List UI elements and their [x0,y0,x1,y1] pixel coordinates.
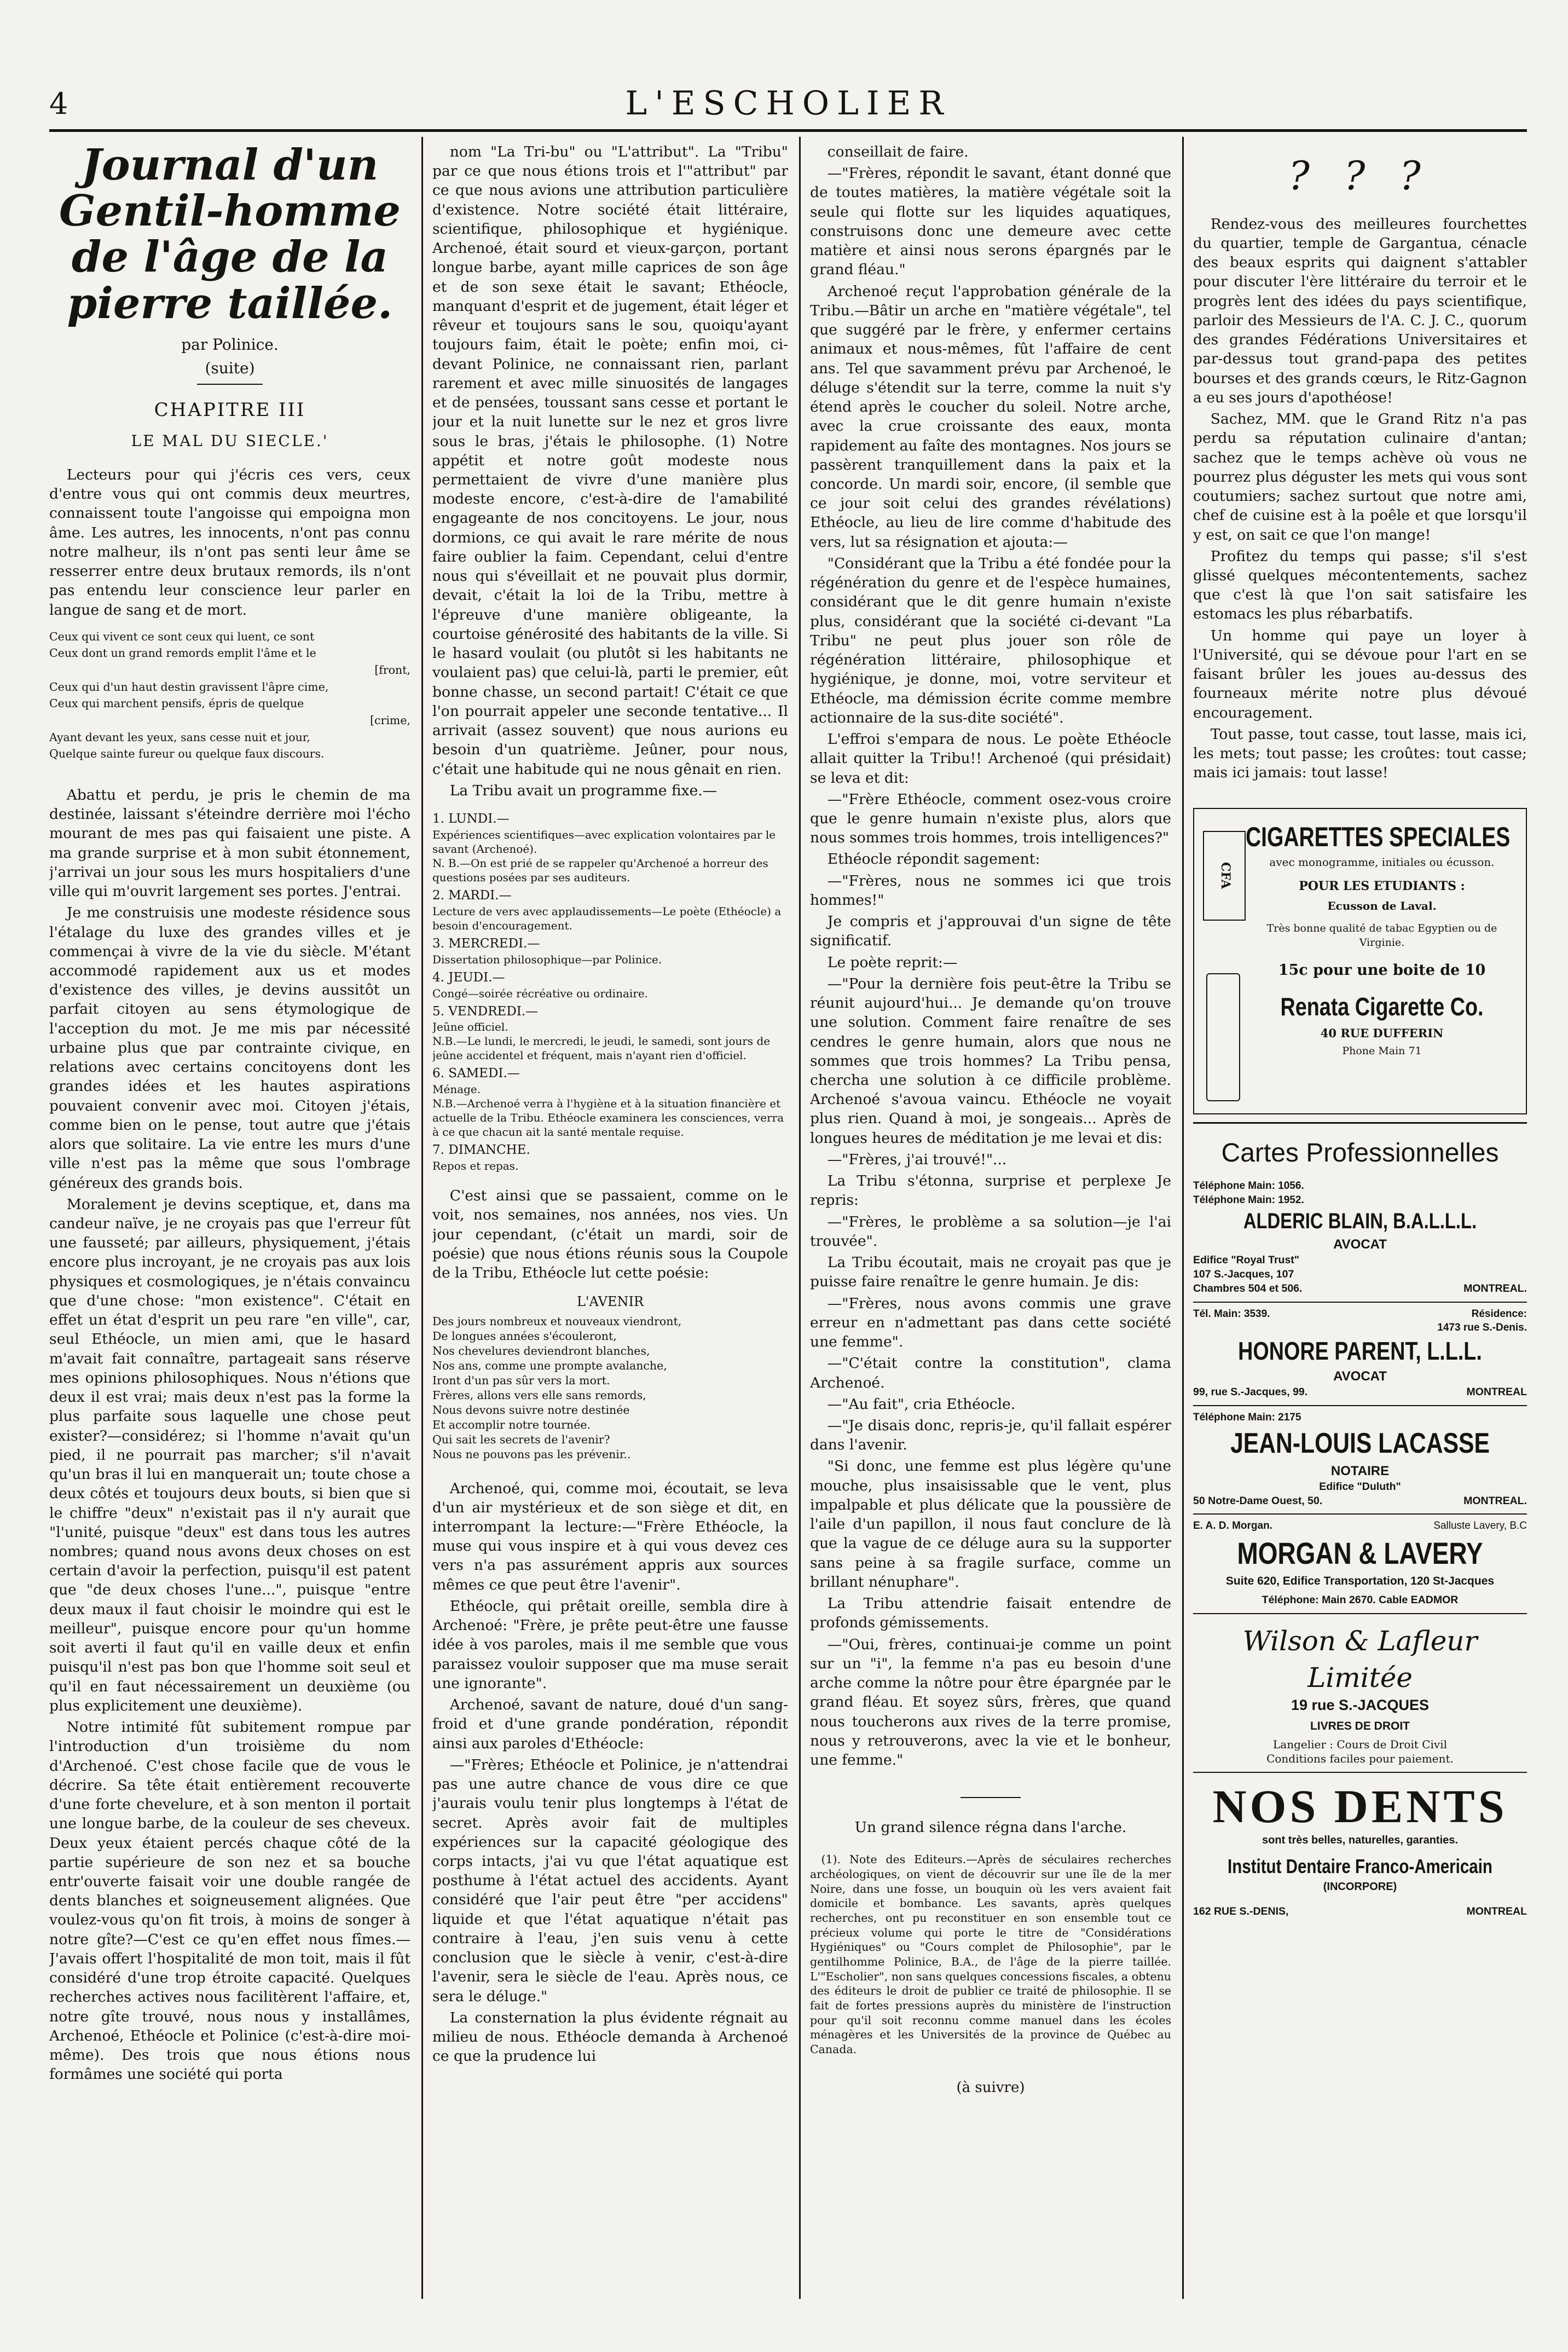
body-paragraph: L'effroi s'empara de nous. Le poète Ethéocle allait quitter la Tribu!! Archenoé (qui présidait) se leva et dit: [810,731,1171,787]
nos-dents-subtitle: sont très belles, naturelles, garanties. [1262,1834,1458,1847]
lacasse-address: 50 Notre-Dame Ouest, 50. [1193,1494,1323,1507]
title-rule [197,384,263,385]
parent-residence-address: 1473 rue S.-Denis. [1437,1322,1527,1334]
notice-paragraph: Profitez du temps qui passe; s'il s'est glissé quelques mécontentements, sachez que c'est là que l'on sait satisfaire les estomacs les plus rébarbatifs. [1193,547,1527,623]
poem-line: Nos chevelures deviendront blanches, [432,1344,650,1358]
poem-line: De longues années s'écouleront, [432,1330,617,1343]
column-1-body [49,785,410,2084]
card-parent [1193,1303,1527,1407]
body-paragraph: Abattu et perdu, je pris le chemin de ma destinée, laissant s'éteindre derrière moi l'écho mourant de mes pas qui faisaient une piste. A ma grande surprise et à mon subit étonnement, j'arrivai un jour sous les murs hospitaliers d'une ville qui m'ouvrit largement ses portes. J'entrai. [49,786,410,900]
blain-role: AVOCAT [1333,1237,1387,1252]
morgan-lavery-name: MORGAN & LAVERY [1237,1535,1483,1570]
blain-city: MONTREAL. [1463,1282,1527,1295]
blain-rooms: Chambres 504 et 506. [1193,1282,1303,1295]
body-paragraph: —"Pour la dernière fois peut-être la Tribu se réunit aujourd'hui... Je demande qu'on trouve une solution. Comment faire renaître de ses cendres le genre humain, alors que nous ne sommes que trois hommes? La Tribu pensa, chercha une solution à ce difficile problème. Archenoé s'avoua vaincu. Ethéocle ne voyait plus rien. Quand à moi, je songeais... Après de longues heures de méditation je me levai et dis: [810,975,1171,1147]
body-paragraph: —"Je disais donc, repris-je, qu'il fallait espérer dans l'avenir. [810,1417,1171,1454]
card-blain [1193,1175,1527,1302]
body-paragraph: Archenoé reçut l'approbation générale de la Tribu.—Bâtir un arche en "matière végétale", tel que suggéré par le frère, y enfermer certains animaux et nous-mêmes, fût l'affaire de cent ans. Tel que savamment prévu par Archenoé, le déluge s'étendit sur la terre, comme la nuit s'y étend après le coucher du soleil. Notre arche, avec la crue croissante des eaux, monta rapidement au faîte des montagnes. Nos jours se passèrent tranquillement dans la paix et la concorde. Un mardi soir, encore, (il semble que ce jour soit celui des grandes révélations) Ethéocle, au lieu de lire comme d'habitude des vers, lut sa résignation et ajouta:— [810,282,1171,551]
blain-tel-2: Téléphone Main: 1952. [1193,1194,1304,1206]
epigraph-line: [crime, [370,713,410,727]
program-detail: Lecture de vers avec applaudissements—Le poète (Ethéocle) a besoin d'encouragement. [432,904,782,932]
body-paragraph: —"Au fait", cria Ethéocle. [827,1395,1016,1413]
body-paragraph: Ethéocle, qui prêtait oreille, sembla dire à Archenoé: "Frère, je prête peut-être une fausse idée à vos paroles, mais il me semble que vous paraissez vouloir supposer que ma muse serait une ignorante". [432,1597,788,1692]
body-paragraph: —"Frère Ethéocle, comment osez-vous croire que le genre humain n'existe plus, alors que nous sommes trois hommes, trois intelligences?" [810,790,1171,847]
parent-tel: Tél. Main: 3539. [1193,1308,1270,1320]
wilson-line-1: Langelier : Cours de Droit Civil [1273,1737,1447,1751]
poem-title: L'AVENIR [576,1294,644,1310]
column-1 [49,142,410,2087]
body-paragraph: —"C'était contre la constitution", clama Archenoé. [810,1355,1171,1391]
body-paragraph: "Considérant que la Tribu a été fondée pour la régénération du genre et de l'espèce humaines, considérant que le dit genre humain n'existe plus, considérant que la société ci-devant "La Tribu" ne peut plus jouer son rôle de régénération littéraire, philosophique et hygiénique, je donne, moi, votre serviteur et Ethéocle, ma démission écrite comme membre actionnaire de la sus-dite société". [810,554,1171,726]
dental-city: MONTREAL [1466,1905,1527,1918]
ad-company: Renata Cigarette Co. [1280,992,1484,1021]
closing-line: Un grand silence régna dans l'arche. [854,1819,1127,1836]
professional-cards [1193,1122,1527,1925]
body-paragraph: Le poète reprit:— [827,953,958,971]
program-detail: Congé—soirée récréative ou ordinaire. [432,986,649,1000]
program-day: 6. SAMEDI.— [432,1066,520,1081]
body-paragraph: C'est ainsi que se passaient, comme on le voit, nos semaines, nos années, nos vies. Un jour cependant, (c'était un mardi, soir de poésie) que nous étions réunis sous la Coupole de la Tribu, Ethéocle lut cette poésie: [432,1187,788,1282]
program-detail: Ménage. [432,1083,481,1096]
body-paragraph: —"Frères, répondit le savant, étant donné que de toutes matières, la matière végétale soit la seule qui flotte sur les liquides aquatiques, construisons donc une demeure avec cette matière et ainsi nous serons épargnés par le grand fléau." [810,165,1171,279]
body-paragraph: —"Frères, le problème a sa solution—je l'ai trouvée". [810,1213,1171,1250]
body-paragraph: Ethéocle répondit sagement: [827,851,1040,868]
column-rule [799,137,801,2299]
question-marks-heading: ? ? ? [1288,153,1432,199]
ad-price: 15c pour une boite de 10 [1278,962,1486,979]
ad-phone: Phone Main 71 [1342,1045,1422,1057]
cigarette-ad [1193,808,1527,1114]
wilson-kind: LIVRES DE DROIT [1310,1719,1410,1732]
poem-line: Nous devons suivre notre destinée [432,1403,630,1417]
lacasse-name: JEAN-LOUIS LACASSE [1230,1427,1490,1459]
ritz-gagnon-notice [1193,215,1527,783]
poem-line: Des jours nombreux et nouveaux viendront, [432,1315,682,1328]
blain-name: ALDERIC BLAIN, B.A.L.L.L. [1243,1209,1477,1233]
program-detail: Expériences scientifiques—avec explication volontaires par le savant (Archenoé). [432,828,776,856]
epigraph-line: Ceux qui marchent pensifs, épris de quelque [49,697,304,710]
body-paragraph: —"Frères, nous ne sommes ici que trois hommes!" [810,872,1171,909]
program-day: 3. MERCREDI.— [432,936,540,951]
cards-heading: Cartes Professionnelles [1221,1138,1499,1168]
poem-line: Qui sait les secrets de l'avenir? [432,1433,610,1447]
column-2-body-c [432,1479,788,2066]
cigarette-logo: CFA [1203,831,1246,921]
to-be-continued: (à suivre) [956,2079,1025,2096]
column-2 [432,142,788,2068]
poem-line: Iront d'un pas sûr vers la mort. [432,1374,610,1388]
lacasse-building: Edifice "Duluth" [1319,1480,1401,1493]
program-detail: N.B.—Archenoé verra à l'hygiène et à la situation financière et actuelle de la Tribu. Ethéocle examinera les consciences, verra à ce que chacun ait la santé mentale requise. [432,1097,784,1139]
body-paragraph: —"Frères, j'ai trouvé!"... [827,1151,1007,1168]
parent-residence-label: Résidence: [1471,1308,1527,1320]
wilson-line-2: Conditions faciles pour paiement. [1266,1752,1454,1766]
body-paragraph: Notre intimité fût subitement rompue par l'introduction d'un troisième du nom d'Archenoé. C'est chose facile que de vous le décrire. Sa tête était entièrement recouverte d'une forte chevelure, et à son menton il portait une longue barbe, de la couleur de ses cheveux. Deux yeux étaient percés chaque côté de la partie supérieure de son nez et sa bouche entr'ouverte faisait voir une double rangée de dents blanches et soigneusement alignées. Que voulez-vous qu'on fit trois, à moins de songer à notre gîte?—C'est ce qu'en effet nous fîmes.—J'avais offert l'hospitalité de mon toit, mais il fût considéré d'une trop étroite capacité. Quelques recherches actives nous facilitèrent l'affaire, et, notre gîte trouvé, nous nous y installâmes, Archenoé, Ethéocle et Polinice (c'est-à-dire moi-même). Des trois que nous étions nous formâmes une société qui porta [49,1719,410,2083]
blain-building: Edifice "Royal Trust" [1193,1254,1300,1266]
body-paragraph: "Si donc, une femme est plus légère qu'une mouche, plus insaisissable que le vent, plus impalpable et plus délicate que la poussière de l'aile d'un papillon, il nous faut conclure de là que la vague de ce déluge aura su la supporter sans peine à sa fragile surface, comme un brillant nénuphare". [810,1458,1171,1591]
body-paragraph: La Tribu attendrie faisait entendre de profonds gémissements. [810,1595,1171,1632]
poem [432,1293,788,1462]
column-3 [810,142,1171,2097]
intro-paragraph: Lecteurs pour qui j'écris ces vers, ceux d'entre vous qui ont commis deux meurtres, connaissent toute l'angoisse qui empoigna mon âme. Les autres, les innocents, n'ont pas connu notre malheur, ils n'ont pas senti leur âme se resserrer entre deux brutaux remords, ils n'ont pas entendu leur conscience leur parler en langue de sang et de mort. [49,466,410,619]
program-day: 7. DIMANCHE. [432,1143,530,1158]
body-paragraph: Archenoé, qui, comme moi, écoutait, se leva d'un air mystérieux et de son siège et dit, en interrompant la lecture:—"Frère Ethéocle, la muse qui vous inspire et à qui vous devez ces vers n'a pas assurément appris aux sources mêmes ce que peut être l'avenir". [432,1480,788,1593]
ad-subtitle: avec monogramme, initiales ou écusson. [1269,856,1495,869]
program-detail: Dissertation philosophique—par Polinice. [432,952,662,966]
ad-crest: Ecusson de Laval. [1327,899,1437,912]
footnote-text: (1). Note des Editeurs.—Après de séculaires recherches archéologiques, on vient de découvrir sur une île de la mer Noire, dans une fosse, un bouquin où les vers avaient fait domicile et bombance. Les savants, après quelques recherches, ont pu reconstituer en son ensemble tout ce précieux volume qui porte le titre de "Considérations Hygiéniques" ou "Cours complet de Philosophie", par le gentilhomme Polinice, B.A., de l'âge de la pierre taillée. L'"Escholier", non sans quelques concessions fiscales, a obtenu des éditeurs le droit de publier ce traité de philosophie. Il se fait de fortes pressions auprès du ministère de l'instruction pour qu'il soit reconnu comme manuel dans les écoles ménagères et les Universités de la province de Québec au Canada. [810,1853,1171,2056]
notice-paragraph: Un homme qui paye un loyer à l'Université, qui se dévoue pour l'art en se faisant brûler les joues au-dessus des fourneaux mérite notre plus dévoué encouragement. [1193,627,1527,721]
dental-institute-inc: (INCORPORE) [1323,1880,1397,1893]
program-detail: N.B.—Le lundi, le mercredi, le jeudi, le samedi, sont jours de jeûne accidentel et fréquent, mais n'ayant rien d'officiel. [432,1035,771,1062]
page-number: 4 [49,86,68,121]
parent-city: MONTREAL [1466,1386,1527,1399]
body-paragraph: —"Frères; Ethéocle et Polinice, je n'attendrai pas une autre chance de vous dire ce que j'aurais voulu tenir plus longtemps à l'état de secret. Après avoir fait de multiples expériences sur la capacité géologique des corps intacts, j'ai vu que l'état aquatique est posthume à l'état actuel des accidents. Ayant considéré que l'air peut être "per accidens" liquide et que l'état aquatique n'était pas contraire à l'eau, j'en suis venu à cette conclusion que le siècle à venir, c'est-à-dire l'avenir, sera le siècle de l'eau. Après nous, ce sera le déluge." [432,1756,788,2005]
column-4 [1193,142,1527,1925]
card-morgan-lavery [1193,1515,1527,1614]
poem-line: Et accomplir notre tournée. [432,1418,591,1432]
morgan-phone: Téléphone: Main 2670. Cable EADMOR [1262,1594,1459,1606]
nos-dents-title: NOS DENTS [1212,1780,1508,1833]
parent-address: 99, rue S.-Jacques, 99. [1193,1386,1308,1399]
epigraph-line: Ayant devant les yeux, sans cesse nuit et jour, [49,730,310,744]
body-paragraph: La consternation la plus évidente régnait au milieu de nous. Ethéocle demanda à Archenoé ce que la prudence lui [432,2009,788,2065]
program-detail: Jeûne officiel. [432,1020,508,1034]
lacasse-tel: Téléphone Main: 2175 [1193,1412,1301,1424]
dental-address: 162 RUE S.-DENIS, [1193,1905,1289,1918]
epigraph-line: Quelque sainte fureur ou quelque faux discours. [49,747,325,761]
epigraph-line: Ceux dont un grand remords emplit l'âme et le [49,646,316,660]
lacasse-city: MONTREAL. [1463,1494,1527,1507]
body-paragraph: La Tribu avait un programme fixe.— [449,782,718,799]
body-paragraph: nom "La Tri-bu" ou "L'attribut". La "Tribu" par ce que nous étions trois et l'"attribut" par ce que nous avions une attribution particulière d'existence. Notre société était littéraire, scientifique, philosophique et hygiénique. Archenoé, était sourd et vieux-garçon, portant longue barbe, ayant mille caprices de son âge et de son sexe était le savant; Ethéocle, manquant d'esprit et de jugement, était léger et rêveur et toujours sans le sou, quoiqu'ayant toujours faim, était le poète; enfin moi, ci-devant Polinice, ne connaissant rien, parlant rarement et avec mille sinuosités de langages et de pensées, toussant sans cesse et portant le jour et la nuit lunette sur le nez et gros livre sous le bras, j'étais le philosophe. (1) Notre appétit et notre goût modeste nous permettaient de vivre d'une manière plus modeste encore, c'est-à-dire de l'amabilité engageante de nos concitoyens. Le jour, nous dormions, ce qui avait le rare mérite de nous faire oublier la faim. Cependant, celui d'entre nous qui s'éveillait et ne pouvait plus dormir, devait, c'était la loi de la Tribu, mettre à l'épreuve d'une manière obligeante, la courtoise générosité des habitants de la ville. Si le hasard voulait (ou plutôt si les habitants ne voulaient pas) que celui-là, parti le premier, eût bonne chasse, un second partait! C'était ce que l'on pourrait appeler une seconde tentative... Il arrivait (assez souvent) que nous aurions eu besoin d'un quatrième. Jeûner, pour nous, c'était une habitude qui ne nous gênait en rien. [432,143,788,778]
morgan-partner: E. A. D. Morgan. [1193,1520,1272,1532]
chapter-heading: CHAPITRE III [154,399,306,421]
body-paragraph: Je compris et j'approuvai d'un signe de tête significatif. [810,913,1171,950]
poem-line: Nous ne pouvons pas les prévenir.. [432,1448,631,1461]
poem-line: Frères, allons vers elle sans remords, [432,1389,646,1402]
parent-name: HONORE PARENT, L.L.L. [1238,1337,1482,1366]
card-nos-dents [1193,1773,1527,1925]
blain-tel-1: Téléphone Main: 1056. [1193,1180,1304,1192]
poem-line: Nos ans, comme une prompte avalanche, [432,1359,667,1373]
lavery-partner: Salluste Lavery, B.C [1433,1520,1527,1532]
lacasse-role: NOTAIRE [1330,1463,1390,1478]
body-paragraph: —"Frères, nous avons commis une grave erreur en n'admettant pas dans cette société une femme". [810,1295,1171,1351]
column-3-body [810,142,1171,1770]
blain-street: 107 S.-Jacques, 107 [1193,1268,1294,1280]
newspaper-title: L'ESCHOLIER [625,84,951,123]
notice-paragraph: Tout passe, tout casse, tout lasse, mais ici, les mets; tout passe; les croûtes: tout casse; mais ici jamais: tout lasse! [1193,725,1527,782]
article-title: Journal d'un Gentil-homme de l'âge de la pierre taillée. [59,142,401,328]
wilson-address: 19 rue S.-JACQUES [1291,1697,1430,1714]
body-paragraph: La Tribu s'étonna, surprise et perplexe Je repris: [810,1172,1171,1209]
program-detail: N. B.—On est prié de se rappeler qu'Archenoé a horreur des questions posées par ses auditeurs. [432,856,768,884]
program-day: 5. VENDREDI.— [432,1004,539,1019]
card-wilson-lafleur [1193,1614,1527,1773]
tribu-program [432,811,788,1173]
ad-quality: Très bonne qualité de tabac Egyptien ou de Virginie. [1266,922,1497,949]
body-paragraph: Archenoé, savant de nature, doué d'un sang-froid et d'une grande pondération, répondit ainsi aux paroles d'Ethéocle: [432,1696,788,1752]
separator [961,1797,1021,1798]
footnote [810,1852,1171,2056]
body-paragraph: Moralement je devins sceptique, et, dans ma candeur naïve, je ne croyais pas que l'erreur fût une fausseté; par ailleurs, physiquement, j'étais encore plus incroyant, je ne croyais pas aux lois physiques et cosmologiques, je n'étais convaincu que d'une chose: "mon existence". C'était en effet un état d'esprit un peu rare "en ville", car, seul Ethéocle, un mien ami, que le hasard m'avait fait connaître, partageait sans réserve mes opinions philosophiques. Nous n'étions que deux il est vrai; mais deux n'est pas la forme la plus parfaite sous laquelle une chose peut exister?—considérez; si l'homme n'avait qu'un pied, il ne pourrait pas marcher; s'il n'avait qu'un bras il lui en manquerait un; toute chose a deux côtés et toujours deux bouts, si bien que si le chiffre "deux" n'existait pas il n'y aurait que "l'unité, puisque "deux" est dans tous les autres nombres; quand nous avons deux choses on est certain d'avoir la perfection, puisqu'il est patent que "de deux choses l'une...", puisque "entre deux maux il faut choisir le moindre qui est le meilleur", puisque encore pour qu'un homme soit averti il faut qu'il en vaille deux et enfin puisqu'il n'est pas bon que l'homme soit seul et qu'il en faut nécessairement un deuxième (ou plus explicitement une deuxième). [49,1195,410,1714]
notice-paragraph: Sachez, MM. que le Grand Ritz n'a pas perdu sa réputation culinaire d'antan; sachez que le temps achève où vous ne pourrez plus déguster les mets qui vous sont coutumiers; sachez surtout que notre ami, chef de cuisine est à la poêle et que lorsqu'il y est, on sait ce que l'on mange! [1193,411,1527,544]
notice-paragraph: Rendez-vous des meilleures fourchettes du quartier, temple de Gargantua, cénacle des beaux esprits qui daignent s'attabler pour discuter l'ère littéraire du terroir et le progrès lent des idées du pays scientifique, parloir des Messieurs de l'A. C. J. C., quorum des grandes Fédérations Universitaires et par-dessus tout grand-papa des petites bourses et des grands cœurs, le Ritz-Gagnon a eu ses jours d'apothéose! [1193,215,1527,406]
epigraph-line: Ceux qui vivent ce sont ceux qui luent, ce sont [49,629,315,643]
byline: par Polinice. [181,335,279,354]
newspaper-page [49,82,1527,2304]
body-paragraph: conseillait de faire. [827,143,969,160]
body-paragraph: La Tribu écoutait, mais ne croyait pas que je puisse faire renaître le genre humain. Je dis: [810,1254,1171,1291]
ad-title: CIGARETTES SPECIALES [1246,821,1511,852]
epigraph-line: [front, [374,663,410,677]
program-day: 1. LUNDI.— [432,811,510,826]
body-paragraph: Je me construisis une modeste résidence sous l'étalage du luxe des grandes villes et je commençai à vivre de la vie du siècle. M'étant accommodé rapidement aux us et modes d'existence des villes, je devins aussitôt un parfait citoyen au sens étymologique de l'acception du mot. Je me mis par nécessité urbaine plus que par contrainte civique, en relations avec certains concitoyens dont les grandes idées et les hautes aspirations pouvaient convenir avec moi. Citoyen j'étais, comme bien on le pense, tout autre que j'étais alors que solitaire. La vie entre les murs d'une ville n'est pas la même que sous l'ombrage généreux des grands bois. [49,904,410,1192]
column-rule [421,137,423,2299]
parent-role: AVOCAT [1333,1369,1387,1384]
ad-address: 40 RUE DUFFERIN [1320,1026,1444,1041]
program-day: 2. MARDI.— [432,888,512,903]
cigarette-illustration [1206,973,1240,1101]
column-2-body-a [432,142,788,800]
suite-note: (suite) [205,359,255,378]
ad-students: POUR LES ETUDIANTS : [1299,879,1465,893]
epigraph [49,629,410,761]
dental-institute-name: Institut Dentaire Franco-Americain [1228,1854,1492,1877]
column-2-body-b [432,1186,788,1282]
poem-lines [432,1314,788,1462]
epigraph-line: Ceux qui d'un haut destin gravissent l'âpre cime, [49,680,329,694]
chapter-title: LE MAL DU SIECLE.' [131,431,329,450]
morgan-address: Suite 620, Edifice Transportation, 120 St-Jacques [1225,1575,1495,1588]
card-lacasse [1193,1406,1527,1515]
column-rule [1182,137,1184,2299]
masthead [49,82,1527,126]
program-day: 4. JEUDI.— [432,970,505,985]
wilson-lafleur-name: Wilson & Lafleur Limitée [1242,1625,1478,1694]
program-detail: Repos et repas. [432,1159,519,1173]
masthead-rule [49,129,1527,132]
body-paragraph: —"Oui, frères, continuai-je comme un point sur un "i", la femme n'a pas eu besoin d'une arche comme la nôtre pour être épargnée par le grand fléau. Et soyez sûrs, frères, que quand nous toucherons aux rives de la terre promise, nous y retrouverons, avec la vie et le bonheur, une femme." [810,1636,1171,1769]
